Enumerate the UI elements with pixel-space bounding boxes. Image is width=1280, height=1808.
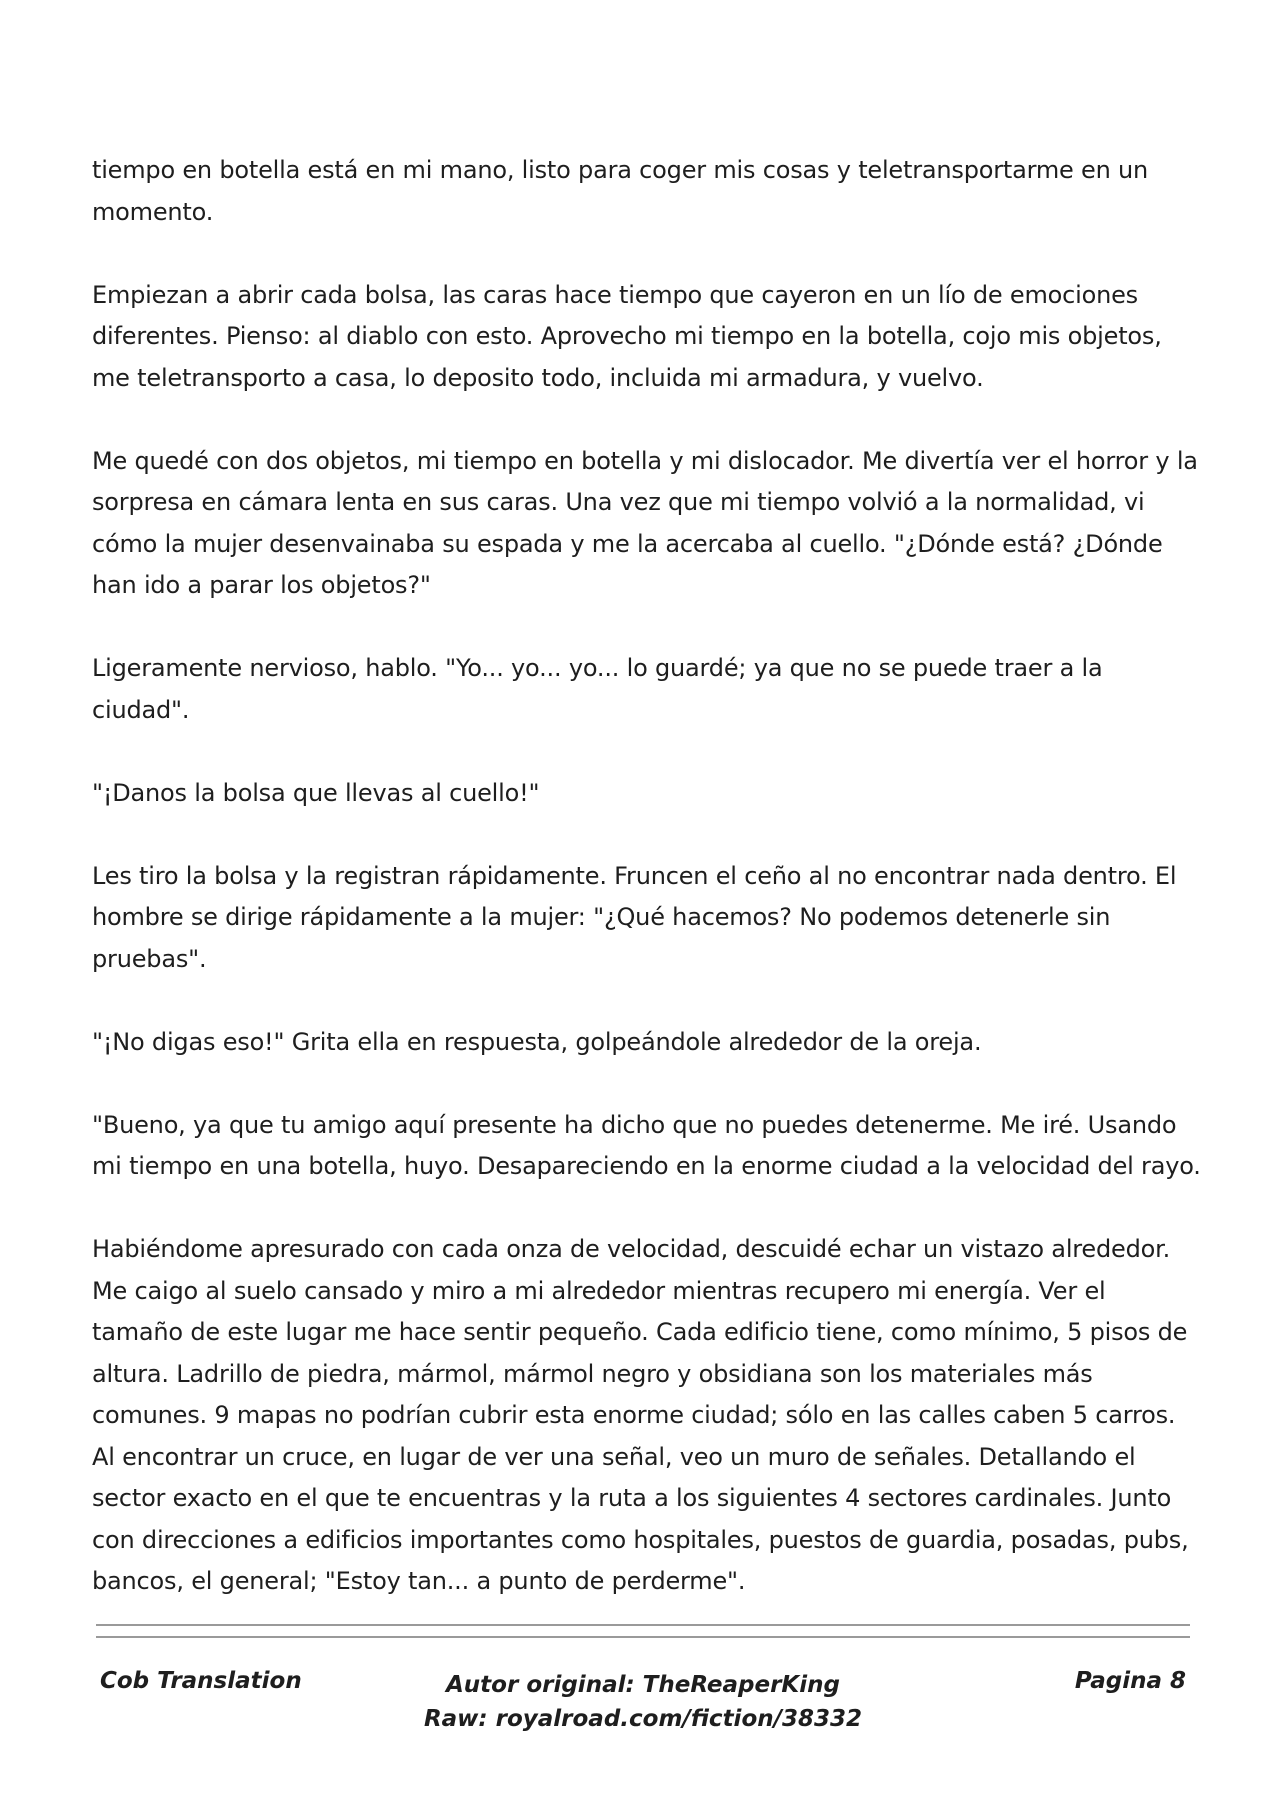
footer-source: Raw: royalroad.com/fiction/38332 xyxy=(423,1706,863,1732)
paragraph: "¡Danos la bolsa que llevas al cuello!" xyxy=(92,778,540,807)
footer-credits xyxy=(96,1668,1190,1736)
body-text xyxy=(92,150,1202,1603)
footer-author: Autor original: TheReaperKing xyxy=(446,1672,840,1698)
paragraph: Me quedé con dos objetos, mi tiempo en botella y mi dislocador. Me divertía ver el horror y la sorpresa en cámara lenta en sus caras. Una vez que mi tiempo volvió a la normalidad, vi cómo la mujer desenvainaba su espada y me la acercaba al cuello. "¿Dónde está? ¿Dónde han ido a parar los objetos?" xyxy=(92,446,1198,599)
page-footer xyxy=(96,1668,1190,1758)
paragraph: "Bueno, ya que tu amigo aquí presente ha dicho que no puedes detenerme. Me iré. Usando mi tiempo en una botella, huyo. Desapareciendo en la enorme ciudad a la velocidad del rayo. xyxy=(92,1110,1201,1180)
footer-translator: Cob Translation xyxy=(100,1668,302,1694)
page-number: Pagina 8 xyxy=(1074,1668,1186,1694)
paragraph: Empiezan a abrir cada bolsa, las caras hace tiempo que cayeron en un lío de emociones diferentes. Pienso: al diablo con esto. Aprovecho mi tiempo en la botella, cojo mis objetos, me teletransporto a casa, lo deposito todo, incluida mi armadura, y vuelvo. xyxy=(92,280,1162,392)
paragraph: Habiéndome apresurado con cada onza de velocidad, descuidé echar un vistazo alrededor. Me caigo al suelo cansado y miro a mi alrededor mientras recupero mi energía. Ver el tamaño de este lugar me hace sentir pequeño. Cada edificio tiene, como mínimo, 5 pisos de altura. Ladrillo de piedra, mármol, mármol negro y obsidiana son los materiales más comunes. 9 mapas no podrían cubrir esta enorme ciudad; sólo en las calles caben 5 carros. Al encontrar un cruce, en lugar de ver una señal, veo un muro de señales. Detallando el sector exacto en el que te encuentras y la ruta a los siguientes 4 sectores cardinales. Junto con direcciones a edificios importantes como hospitales, puestos de guardia, posadas, pubs, bancos, el general; "Estoy tan... a punto de perderme". xyxy=(92,1235,1189,1595)
paragraph: tiempo en botella está en mi mano, listo para coger mis cosas y teletransportarme en un momento. xyxy=(92,156,1149,226)
paragraph: "¡No digas eso!" Grita ella en respuesta, golpeándole alrededor de la oreja. xyxy=(92,1027,982,1056)
paragraph: Ligeramente nervioso, hablo. "Yo... yo... yo... lo guardé; ya que no se puede traer a la ciudad". xyxy=(92,654,1103,724)
footer-divider-top xyxy=(96,1624,1190,1626)
paragraph: Les tiro la bolsa y la registran rápidamente. Fruncen el ceño al no encontrar nada dentro. El hombre se dirige rápidamente a la mujer: "¿Qué hacemos? No podemos detenerle sin pruebas". xyxy=(92,861,1177,973)
footer-divider-bottom xyxy=(96,1636,1190,1638)
